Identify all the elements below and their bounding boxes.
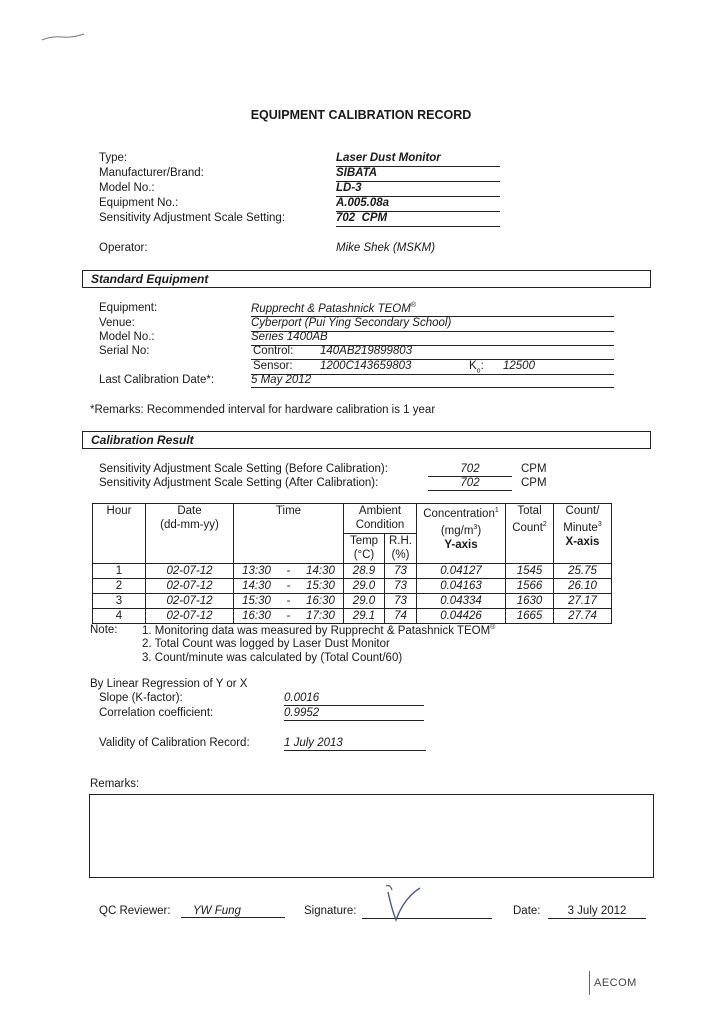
calibration-table [92,503,612,624]
col-date-text: Date [177,505,202,517]
std-model-label: Model No.: [99,331,155,343]
col-cpm-text: Count/ [565,505,600,517]
qc-reviewer-label: QC Reviewer: [99,905,171,917]
std-model-value: Series 1400AB [251,331,614,346]
page-title: EQUIPMENT CALIBRATION RECORD [250,108,472,122]
col-ambient-text: Ambient [358,505,402,517]
col-rh-text: R.H. [389,535,412,547]
remarks-box [89,794,654,878]
col-temp [344,534,385,564]
before-value: 702 [428,463,512,477]
correlation-label: Correlation coefficient: [99,707,214,719]
table-row: 1 02-07-12 13:30 - 14:30 28.9 73 0.04127 1545 25.75 [93,564,612,579]
validity-value: 1 July 2013 [284,737,426,751]
col-rh [385,534,417,564]
std-equipment-text: Rupprecht & Patashnick TEOM [251,302,411,315]
std-sensor-row [251,360,614,375]
operator-label: Operator: [99,242,148,254]
scale-setting-value: 702 CPM [336,212,500,227]
aecom-logo: AECOM [594,977,637,989]
col-time [234,504,344,564]
col-ambient [344,504,417,534]
col-time-text: Time [275,505,302,517]
before-unit: CPM [521,463,547,475]
model-value: LD-3 [336,182,500,197]
col-rh-unit: (%) [391,549,410,561]
calibration-result-heading-text: Calibration Result [91,433,194,447]
signature-mark [380,880,430,926]
std-control-row [251,345,614,360]
registered-mark: ® [410,302,416,309]
col-conc-unit: $(mg/m^3)$ [440,523,482,537]
k0-subscript: o [476,367,481,375]
scan-mark [40,30,90,44]
std-serial-label: Serial No: [99,345,150,357]
regression-heading: By Linear Regression of Y or X [90,678,248,690]
brand-label: Manufacturer/Brand: [99,167,204,179]
col-date-format: (dd-mm-yy) [160,519,219,531]
qc-reviewer-value: YW Fung [181,905,285,918]
table-row: 3 02-07-12 15:30 - 16:30 29.0 73 0.04334 1630 27.17 [93,594,612,609]
note-1: 1. Monitoring data was measured by Rupprecht & Patashnick TEOM® [142,624,496,637]
col-total-text2: Count$^2$ [512,521,547,534]
table-row: 4 02-07-12 16:30 - 17:30 29.1 74 0.04426 1665 27.74 [93,609,612,624]
equipment-no-label: Equipment No.: [99,197,179,209]
std-remarks: *Remarks: Recommended interval for hardware calibration is 1 year [90,404,436,416]
sensor-label: Sensor: [253,360,293,372]
std-equipment-value [251,302,614,317]
col-hour-text: Hour [106,505,132,517]
model-label: Model No.: [99,182,155,194]
note-2: 2. Total Count was logged by Laser Dust Monitor [142,638,390,650]
brand-value: SIBATA [336,167,500,182]
equipment-no-value: A.005.08a [336,197,500,212]
date-label: Date: [513,905,541,917]
k0-label [469,360,484,374]
before-label: Sensitivity Adjustment Scale Setting (Before Calibration): [99,463,388,475]
remarks-label: Remarks: [90,778,140,790]
col-conc-axis: Y-axis [444,538,478,551]
col-condition-text: Condition [355,519,405,531]
standard-equipment-heading-text: Standard Equipment [91,272,209,286]
signature-label: Signature: [304,905,357,917]
slope-label: Slope (K-factor): [99,692,183,704]
col-temp-text: Temp [349,535,379,547]
date-value: 3 July 2012 [548,905,646,919]
std-lastcal-value: 5 May 2012 [251,374,614,388]
k0-letter: K [469,360,477,372]
control-label: Control: [253,345,294,357]
after-unit: CPM [521,477,547,489]
std-lastcal-label: Last Calibration Date*: [99,374,215,386]
col-cpm-text2: Minute$^3$ [563,521,602,534]
correlation-value: 0.9952 [284,707,424,721]
col-cpm-axis: X-axis [565,535,600,548]
k0-value: 12500 [503,360,535,372]
note-3: 3. Count/minute was calculated by (Total Count/60) [142,652,403,664]
after-value: 702 [428,477,512,491]
std-equipment-label: Equipment: [99,302,158,314]
k0-colon: : [480,360,484,372]
calibration-result-heading [82,431,651,449]
operator-value: Mike Shek (MSKM) [336,242,436,254]
sensor-value: 1200C143659803 [320,360,412,372]
std-venue-label: Venue: [99,317,135,329]
col-temp-unit: (°C) [353,549,375,561]
after-label: Sensitivity Adjustment Scale Setting (After Calibration): [99,477,379,489]
table-row: 2 02-07-12 14:30 - 15:30 29.0 73 0.04163 1566 26.10 [93,579,612,594]
col-total-text: Total [517,505,542,517]
scale-setting-label: Sensitivity Adjustment Scale Setting: [99,212,286,224]
col-concentration [417,504,506,564]
validity-label: Validity of Calibration Record: [99,737,250,749]
col-hour [93,504,146,564]
standard-equipment-heading [82,270,651,288]
std-venue-value: Cyberport (Pui Ying Secondary School) [251,317,614,332]
col-total-count [506,504,554,564]
type-value: Laser Dust Monitor [336,152,500,167]
col-conc-title: Concentration$^1$ [423,507,499,520]
type-label: Type: [99,152,128,164]
control-value: 140AB219899803 [320,345,413,357]
slope-value: 0.0016 [284,692,424,706]
col-date [146,504,234,564]
col-count-minute [554,504,612,564]
logo-divider [589,971,590,995]
note-label: Note: [90,624,118,636]
